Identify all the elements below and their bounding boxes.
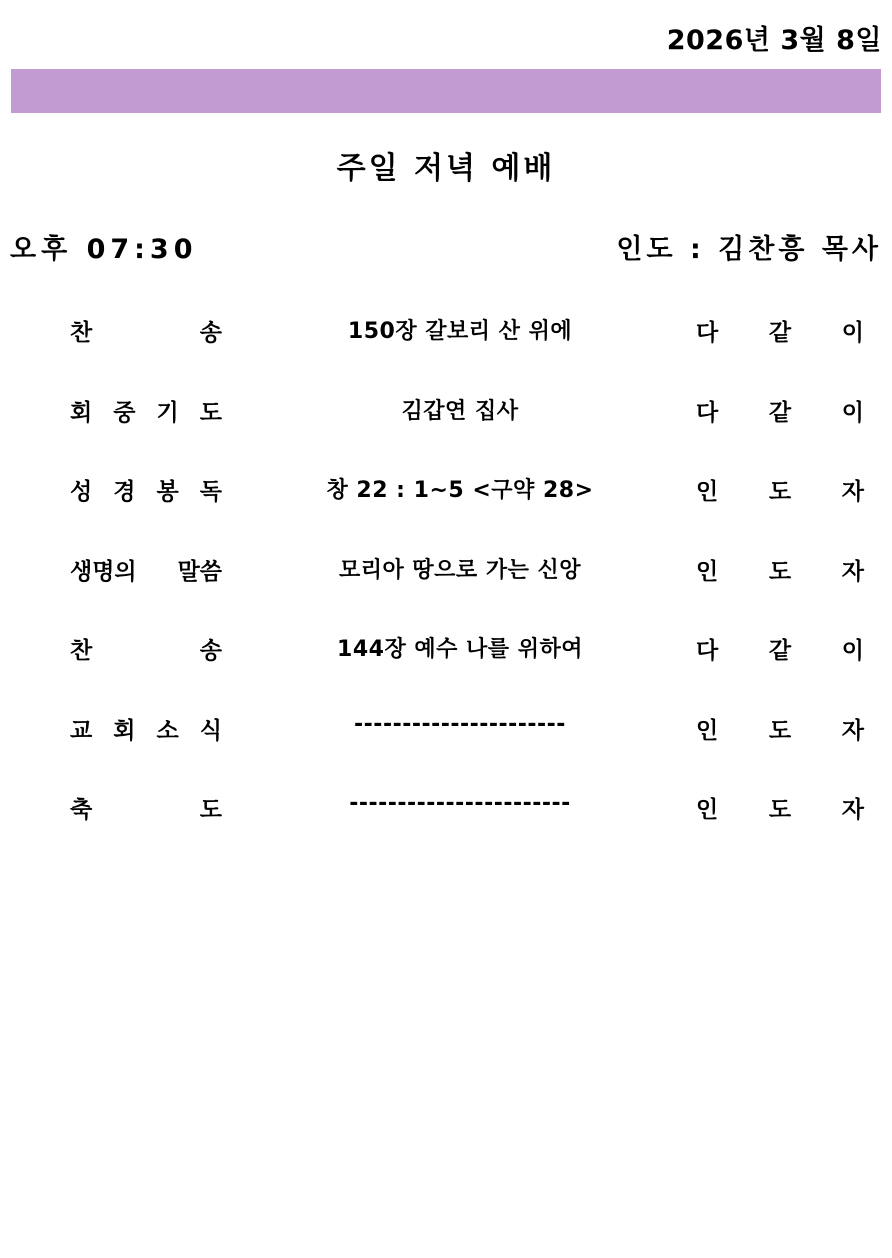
label-char: 독 [199,479,222,505]
item-label [70,791,222,824]
performer-char: 인 [696,558,719,585]
item-performer [696,791,864,824]
performer-char: 인 [696,479,719,505]
item-performer [696,712,864,745]
item-content: ----------------------- [349,791,571,816]
label-char: 생명의 [70,558,137,585]
label-char: 식 [199,717,222,744]
item-performer [696,553,864,586]
performer-char: 자 [841,558,864,585]
item-performer [696,473,864,506]
item-content: 150장 갈보리 산 위에 [347,319,573,344]
performer-char: 도 [768,558,792,585]
performer-char: 자 [841,479,864,505]
label-char: 성 [70,479,93,505]
performer-char: 자 [841,717,864,744]
item-content: 김갑연 집사 [401,398,519,424]
label-char: 소 [156,717,179,744]
label-char: 송 [199,320,222,346]
item-label [70,394,222,427]
performer-char: 도 [768,797,792,823]
order-of-service [0,290,892,847]
performer-char: 다 [696,320,719,346]
service-item [0,370,892,450]
performer-char: 이 [841,638,864,664]
label-char: 찬 [70,320,93,346]
service-item [0,767,892,847]
label-char: 회 [113,717,136,744]
item-content: 모리아 땅으로 가는 신앙 [339,557,581,583]
service-item [0,449,892,529]
service-item [0,290,892,370]
performer-char: 자 [841,797,864,823]
service-title: 주일 저녁 예배 [336,151,556,186]
item-content: 창 22 : 1~5 <구약 28> [326,478,594,503]
header-band [11,69,881,113]
label-char: 경 [113,479,136,505]
service-item [0,608,892,688]
item-label [70,473,222,506]
bulletin-date: 2026년 3월 8일 [666,25,882,56]
label-char: 중 [113,399,136,426]
label-char: 도 [199,399,222,426]
item-content: 144장 예수 나를 위하여 [337,637,583,662]
service-item [0,529,892,609]
label-char: 축 [70,797,93,823]
item-performer [696,394,864,427]
label-char: 교 [70,717,93,744]
label-char: 봉 [156,479,179,505]
item-performer [696,632,864,665]
performer-char: 같 [768,399,792,426]
performer-char: 같 [768,320,792,346]
service-time: 오후 07:30 [10,234,198,265]
performer-char: 다 [696,638,719,664]
item-label [70,632,222,665]
item-content: ---------------------- [354,711,566,737]
performer-char: 인 [696,717,719,744]
service-leader: 인도 : 김찬흥 목사 [616,234,882,265]
service-item [0,688,892,768]
performer-char: 이 [841,320,864,346]
item-label [70,553,222,586]
label-char: 찬 [70,638,93,664]
item-label [70,314,222,347]
item-label [70,712,222,745]
performer-char: 다 [696,399,719,426]
label-char: 도 [199,797,222,823]
performer-char: 이 [841,399,864,426]
label-char: 말씀 [177,558,222,585]
performer-char: 도 [768,717,792,744]
performer-char: 도 [768,479,792,505]
label-char: 기 [156,399,179,426]
performer-char: 인 [696,797,719,823]
label-char: 송 [199,638,222,664]
item-performer [696,314,864,347]
performer-char: 같 [768,638,792,664]
label-char: 회 [70,399,93,426]
